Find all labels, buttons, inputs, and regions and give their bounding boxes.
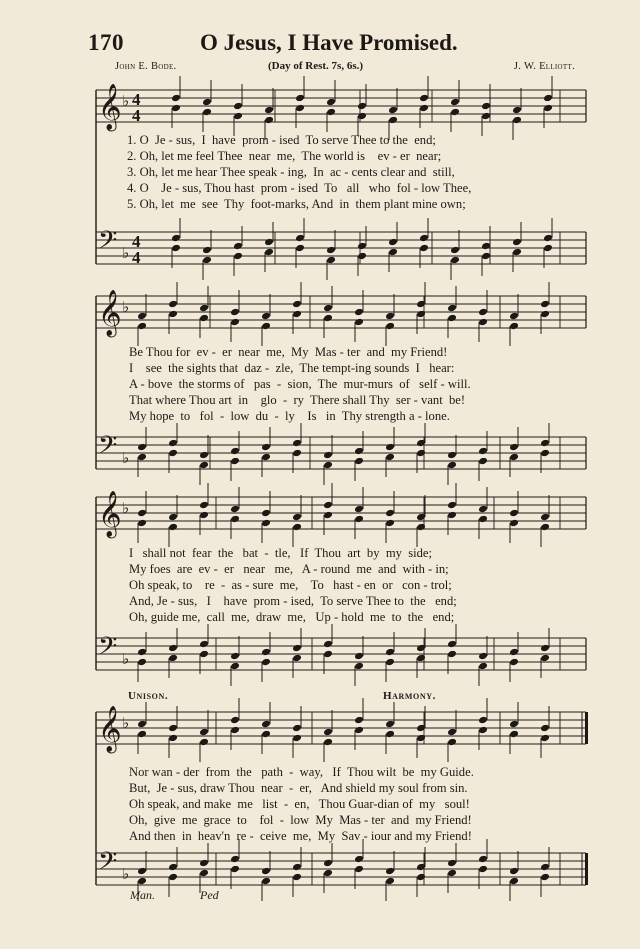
note-head (509, 453, 519, 462)
note-head (540, 734, 550, 743)
note-head (292, 449, 302, 458)
note-head (509, 877, 519, 886)
note-head (323, 869, 333, 878)
note-head (230, 457, 240, 466)
note-head (199, 461, 209, 470)
note-head (450, 246, 460, 255)
note-head (385, 312, 395, 321)
note-head (540, 439, 550, 448)
note-head (447, 501, 457, 510)
note-head (261, 720, 271, 729)
lyric-line: 2. Oh, let me feel Thee near me, The world is ev - er near; (127, 149, 442, 163)
note-head (354, 515, 364, 524)
note-head (323, 650, 333, 659)
note-head (168, 513, 178, 522)
note-head (540, 863, 550, 872)
note-head (419, 234, 429, 243)
treble-clef-icon: 𝄞 (98, 706, 122, 752)
note-head (137, 720, 147, 729)
note-head (233, 242, 243, 251)
note-head (385, 648, 395, 657)
note-head (354, 662, 364, 671)
note-head (292, 873, 302, 882)
note-head (354, 308, 364, 317)
note-head (326, 246, 336, 255)
note-head (450, 256, 460, 265)
note-head (447, 511, 457, 520)
note-head (230, 726, 240, 735)
note-head (509, 648, 519, 657)
note-head (230, 505, 240, 514)
note-head (230, 308, 240, 317)
note-head (168, 449, 178, 458)
note-head (481, 102, 491, 111)
lyric-line: Oh, give me grace to fol - low My Mas - ter and my Friend! (129, 813, 472, 827)
note-head (478, 515, 488, 524)
final-barline (585, 712, 588, 744)
note-head (354, 447, 364, 456)
note-head (230, 318, 240, 327)
note-head (543, 104, 553, 113)
note-head (509, 443, 519, 452)
note-head (233, 252, 243, 261)
note-head (385, 867, 395, 876)
note-head (168, 863, 178, 872)
note-head (509, 720, 519, 729)
note-head (416, 513, 426, 522)
note-head (540, 724, 550, 733)
note-head (416, 873, 426, 882)
note-head (450, 98, 460, 107)
note-head (264, 248, 274, 257)
note-head (540, 513, 550, 522)
note-head (357, 252, 367, 261)
note-head (540, 873, 550, 882)
note-head (230, 515, 240, 524)
note-head (137, 648, 147, 657)
note-head (354, 726, 364, 735)
note-head (416, 300, 426, 309)
note-head (137, 867, 147, 876)
note-head (261, 312, 271, 321)
lyric-line: I see the sights that daz - zle, The tempt-ing sounds I hear: (129, 361, 455, 375)
note-head (478, 716, 488, 725)
note-head (385, 658, 395, 667)
note-head (512, 116, 522, 125)
note-head (199, 728, 209, 737)
unison-marking: Unison. (128, 690, 169, 702)
note-head (478, 447, 488, 456)
note-head (388, 116, 398, 125)
note-head (447, 859, 457, 868)
lyric-line: My foes are ev - er near me, A - round me and with - in; (129, 562, 449, 576)
note-head (512, 238, 522, 247)
note-head (292, 300, 302, 309)
note-head (357, 112, 367, 121)
note-head (543, 244, 553, 253)
note-head (323, 859, 333, 868)
flat-icon: ♭ (122, 499, 130, 517)
note-head (540, 310, 550, 319)
note-head (326, 98, 336, 107)
note-head (292, 523, 302, 532)
note-head (168, 644, 178, 653)
note-head (416, 644, 426, 653)
note-head (509, 658, 519, 667)
note-head (419, 104, 429, 113)
note-head (168, 300, 178, 309)
hymn-title: O Jesus, I Have Promised. (200, 30, 458, 55)
note-head (388, 106, 398, 115)
lyric-line: Nor wan - der from the path - way, If Thou wilt be my Guide. (129, 765, 474, 779)
author-credit: John E. Bode. (115, 61, 177, 72)
note-head (388, 248, 398, 257)
lyric-line: 3. Oh, let me hear Thee speak - ing, In ac - cents clear and still, (127, 165, 455, 179)
lyric-line: Oh speak, to re - as - sure me, To hast - en or con - trol; (129, 578, 452, 592)
lyric-line: A - bove the storms of pas - sion, The mur-murs of self - will. (129, 377, 471, 391)
note-head (199, 869, 209, 878)
note-head (261, 658, 271, 667)
note-head (478, 726, 488, 735)
note-head (261, 867, 271, 876)
note-head (261, 730, 271, 739)
note-head (295, 234, 305, 243)
note-head (540, 449, 550, 458)
note-head (199, 511, 209, 520)
lyric-line: And then in heav'n re - ceive me, My Sav - iour and my Friend! (129, 829, 472, 843)
time-signature: 4 (132, 248, 141, 267)
treble-clef-icon: 𝄞 (98, 84, 122, 130)
note-head (233, 112, 243, 121)
note-head (354, 652, 364, 661)
flat-icon: ♭ (122, 865, 130, 883)
flat-icon: ♭ (122, 449, 130, 467)
note-head (171, 104, 181, 113)
note-head (264, 238, 274, 247)
note-head (481, 242, 491, 251)
bass-clef-icon: 𝄢 (98, 431, 118, 466)
composer-credit: J. W. Elliott. (513, 61, 575, 72)
note-head (540, 300, 550, 309)
note-head (416, 523, 426, 532)
note-head (543, 234, 553, 243)
note-head (295, 244, 305, 253)
harmony-marking: Harmony. (383, 690, 436, 702)
note-head (447, 728, 457, 737)
note-head (168, 439, 178, 448)
lyric-line: 1. O Je - sus, I have prom - ised To serve Thee to the end; (127, 133, 436, 147)
note-head (509, 867, 519, 876)
flat-icon: ♭ (122, 244, 130, 262)
lyric-line: And, Je - sus, I have prom - ised, To serve Thee to the end; (129, 594, 457, 608)
lyric-line: My hope to fol - low du - ly Is in Thy strength a - lone. (129, 409, 450, 423)
note-head (509, 312, 519, 321)
note-head (261, 519, 271, 528)
note-head (326, 256, 336, 265)
note-head (292, 654, 302, 663)
note-head (292, 863, 302, 872)
note-head (416, 439, 426, 448)
note-head (540, 523, 550, 532)
note-head (419, 244, 429, 253)
note-head (230, 662, 240, 671)
note-head (323, 728, 333, 737)
note-head (199, 501, 209, 510)
note-head (137, 312, 147, 321)
note-head (261, 509, 271, 518)
note-head (137, 322, 147, 331)
note-head (478, 457, 488, 466)
note-head (168, 654, 178, 663)
note-head (199, 304, 209, 313)
note-head (447, 461, 457, 470)
lyric-line: I shall not fear the bat - tle, If Thou art by my side; (129, 546, 432, 560)
note-head (323, 501, 333, 510)
note-head (168, 873, 178, 882)
tune-meter: (Day of Rest. 7s, 6s.) (268, 60, 364, 72)
note-head (385, 720, 395, 729)
note-head (481, 112, 491, 121)
note-head (509, 509, 519, 518)
note-head (385, 322, 395, 331)
note-head (168, 523, 178, 532)
hymn-number: 170 (88, 30, 124, 55)
note-head (202, 98, 212, 107)
note-head (202, 246, 212, 255)
note-head (416, 449, 426, 458)
treble-clef-icon: 𝄞 (98, 491, 122, 537)
note-head (447, 640, 457, 649)
note-head (416, 654, 426, 663)
note-head (323, 738, 333, 747)
note-head (261, 453, 271, 462)
note-head (202, 108, 212, 117)
manual-marking: Man. (130, 888, 155, 902)
treble-clef-icon: 𝄞 (98, 290, 122, 336)
flat-icon: ♭ (122, 298, 130, 316)
note-head (478, 505, 488, 514)
note-head (168, 724, 178, 733)
note-head (385, 877, 395, 886)
lyric-line: 5. Oh, let me see Thy foot-marks, And in them plant mine own; (127, 197, 466, 211)
note-head (137, 519, 147, 528)
note-head (478, 865, 488, 874)
note-head (416, 310, 426, 319)
note-head (168, 734, 178, 743)
note-head (512, 248, 522, 257)
final-barline (585, 853, 588, 885)
note-head (416, 863, 426, 872)
note-head (295, 94, 305, 103)
note-head (540, 654, 550, 663)
lyric-line: Be Thou for ev - er near me, My Mas - ter and my Friend! (129, 345, 448, 359)
note-head (137, 443, 147, 452)
note-head (230, 716, 240, 725)
note-head (168, 310, 178, 319)
bass-clef-icon: 𝄢 (98, 226, 118, 261)
note-head (137, 453, 147, 462)
lyric-line: 4. O Je - sus, Thou hast prom - ised To all who fol - low Thee, (127, 181, 472, 195)
note-head (509, 730, 519, 739)
note-head (385, 509, 395, 518)
note-head (292, 724, 302, 733)
note-head (416, 724, 426, 733)
lyric-line: Oh, guide me, call me, draw me, Up - hold me to the end; (129, 610, 455, 624)
note-head (199, 650, 209, 659)
note-head (509, 519, 519, 528)
note-head (447, 304, 457, 313)
note-head (171, 94, 181, 103)
note-head (230, 855, 240, 864)
note-head (388, 238, 398, 247)
note-head (385, 453, 395, 462)
note-head (295, 104, 305, 113)
lyric-line: That where Thou art in glo - ry There shall Thy ser - vant be! (129, 393, 466, 407)
note-head (354, 318, 364, 327)
note-head (202, 256, 212, 265)
note-head (171, 244, 181, 253)
lyric-line: But, Je - sus, draw Thou near - er, And shield my soul from sin. (129, 781, 468, 795)
note-head (326, 108, 336, 117)
note-head (292, 734, 302, 743)
note-head (357, 242, 367, 251)
note-head (323, 511, 333, 520)
note-head (509, 322, 519, 331)
note-head (447, 650, 457, 659)
note-head (292, 310, 302, 319)
note-head (137, 877, 147, 886)
note-head (385, 443, 395, 452)
note-head (385, 730, 395, 739)
note-head (323, 461, 333, 470)
pedal-marking: Ped (200, 888, 219, 902)
note-head (357, 102, 367, 111)
note-head (543, 94, 553, 103)
note-head (137, 658, 147, 667)
note-head (137, 509, 147, 518)
note-head (478, 652, 488, 661)
bass-clef-icon: 𝄢 (98, 847, 118, 882)
note-head (354, 716, 364, 725)
time-signature: 4 (132, 106, 141, 125)
note-head (447, 451, 457, 460)
flat-icon: ♭ (122, 650, 130, 668)
note-head (264, 106, 274, 115)
note-head (199, 314, 209, 323)
note-head (354, 865, 364, 874)
note-head (512, 106, 522, 115)
note-head (478, 855, 488, 864)
note-head (478, 308, 488, 317)
note-head (416, 734, 426, 743)
note-head (354, 855, 364, 864)
note-head (323, 451, 333, 460)
note-head (478, 662, 488, 671)
note-head (292, 644, 302, 653)
note-head (261, 648, 271, 657)
time-signature: 4 (132, 90, 141, 109)
note-head (354, 457, 364, 466)
note-head (419, 94, 429, 103)
time-signature: 4 (132, 232, 141, 251)
note-head (450, 108, 460, 117)
note-head (230, 447, 240, 456)
note-head (447, 314, 457, 323)
note-head (292, 513, 302, 522)
note-head (323, 314, 333, 323)
note-head (261, 443, 271, 452)
note-head (447, 869, 457, 878)
note-head (323, 304, 333, 313)
note-head (264, 116, 274, 125)
note-head (447, 738, 457, 747)
note-head (230, 652, 240, 661)
note-head (199, 640, 209, 649)
note-head (199, 859, 209, 868)
note-head (481, 252, 491, 261)
bass-clef-icon: 𝄢 (98, 632, 118, 667)
note-head (292, 439, 302, 448)
note-head (171, 234, 181, 243)
note-head (261, 877, 271, 886)
note-head (323, 640, 333, 649)
note-head (478, 318, 488, 327)
note-head (540, 644, 550, 653)
note-head (261, 322, 271, 331)
flat-icon: ♭ (122, 92, 130, 110)
note-head (199, 451, 209, 460)
note-head (199, 738, 209, 747)
note-head (354, 505, 364, 514)
flat-icon: ♭ (122, 714, 130, 732)
note-head (385, 519, 395, 528)
note-head (137, 730, 147, 739)
note-head (233, 102, 243, 111)
note-head (230, 865, 240, 874)
lyric-line: Oh speak, and make me list - en, Thou Guar-dian of my soul! (129, 797, 470, 811)
